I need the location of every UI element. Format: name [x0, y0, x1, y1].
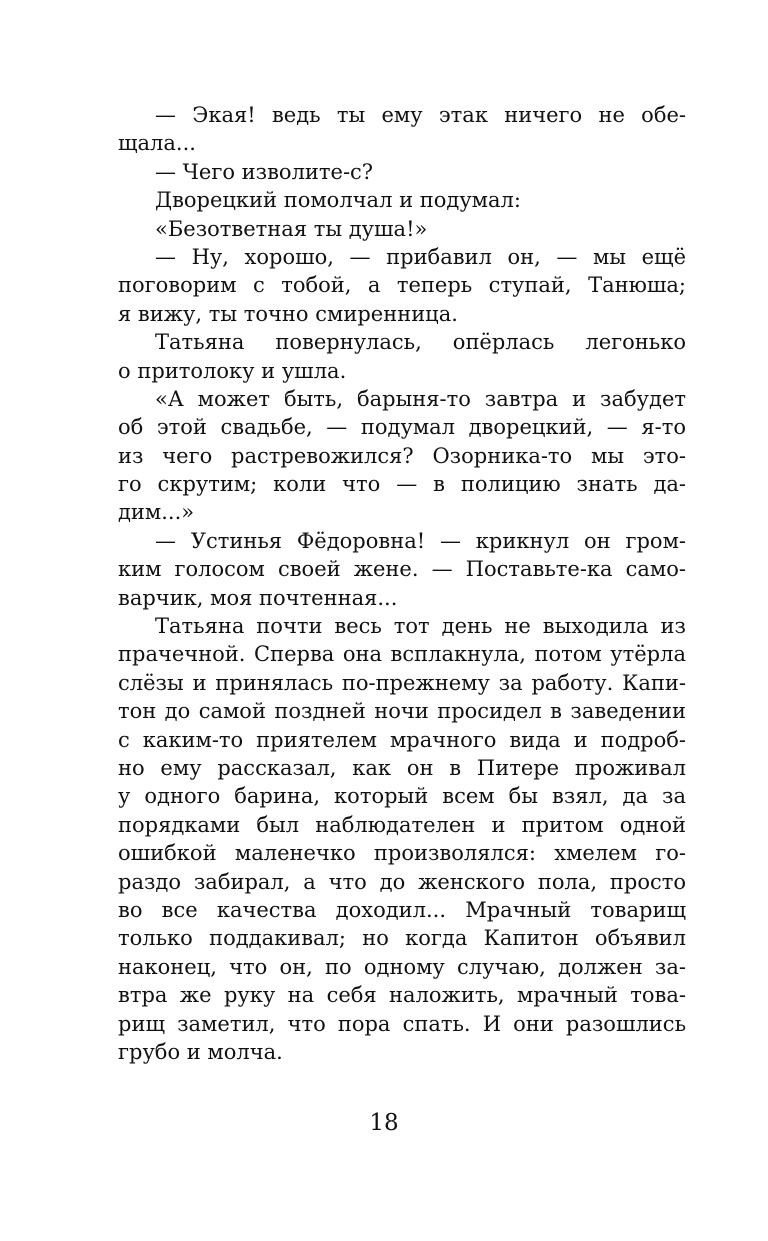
text-line: — Устинья Фёдоровна! — крикнул он гром-: [155, 528, 686, 553]
text-line: раздо забирал, а что до женского пола, просто: [118, 869, 686, 894]
text-line: ким голосом своей жене. — Поставьте-ка само-: [118, 557, 686, 582]
text-line: — Чего изволите-с?: [155, 159, 374, 184]
text-line: ошибкой маленечко произволялся: хмелем го-: [118, 841, 686, 866]
text-line: го скрутим; коли что — в полицию знать да-: [118, 472, 686, 497]
text-line: «А может быть, барыня-то завтра и забудет: [155, 386, 686, 411]
text-line: из чего растревожился? Озорника-то мы это-: [118, 443, 686, 468]
text-line: втра же руку на себя наложить, мрачный това-: [118, 983, 686, 1008]
text-line: Дворецкий помолчал и подумал:: [155, 188, 521, 213]
text-line: во все качества доходил... Мрачный товарищ: [118, 897, 686, 922]
text-line: рищ заметил, что пора спать. И они разошлись: [118, 1011, 686, 1036]
text-line: Татьяна почти весь тот день не выходила из: [155, 614, 686, 639]
text-line: только поддакивал; но когда Капитон объявил: [118, 926, 686, 951]
page-body-text: [118, 101, 686, 1066]
text-line: грубо и молча.: [118, 1039, 283, 1064]
text-line: Татьяна повернулась, опёрлась легонько: [155, 330, 686, 355]
text-line: — Ну, хорошо, — прибавил он, — мы ещё: [155, 244, 686, 269]
text-line: у одного барина, который всем бы взял, да за: [118, 784, 686, 809]
text-line: щала...: [118, 131, 196, 156]
text-line: я вижу, ты точно смиренница.: [118, 301, 458, 326]
text-line: с каким-то приятелем мрачного вида и подроб-: [118, 727, 686, 752]
text-line: поговорим с тобой, а теперь ступай, Танюша;: [118, 273, 686, 298]
text-line: об этой свадьбе, — подумал дворецкий, — я-то: [118, 415, 686, 440]
text-line: варчик, моя почтенная...: [118, 585, 398, 610]
text-line: но ему рассказал, как он в Питере проживал: [118, 755, 686, 780]
text-line: слёзы и принялась по-прежнему за работу. Капи-: [118, 670, 686, 695]
text-line: прачечной. Сперва она всплакнула, потом утёрла: [118, 642, 686, 667]
page-number: 18: [369, 1110, 399, 1136]
text-line: наконец, что он, по одному случаю, должен за-: [118, 954, 686, 979]
text-line: «Безответная ты душа!»: [155, 216, 428, 241]
text-line: дим...»: [118, 500, 195, 525]
text-line: тон до самой поздней ночи просидел в заведении: [118, 699, 686, 724]
text-line: порядками был наблюдателен и притом одной: [118, 812, 686, 837]
text-line: о притолоку и ушла.: [118, 358, 347, 383]
text-line: — Экая! ведь ты ему этак ничего не обе-: [155, 103, 686, 127]
